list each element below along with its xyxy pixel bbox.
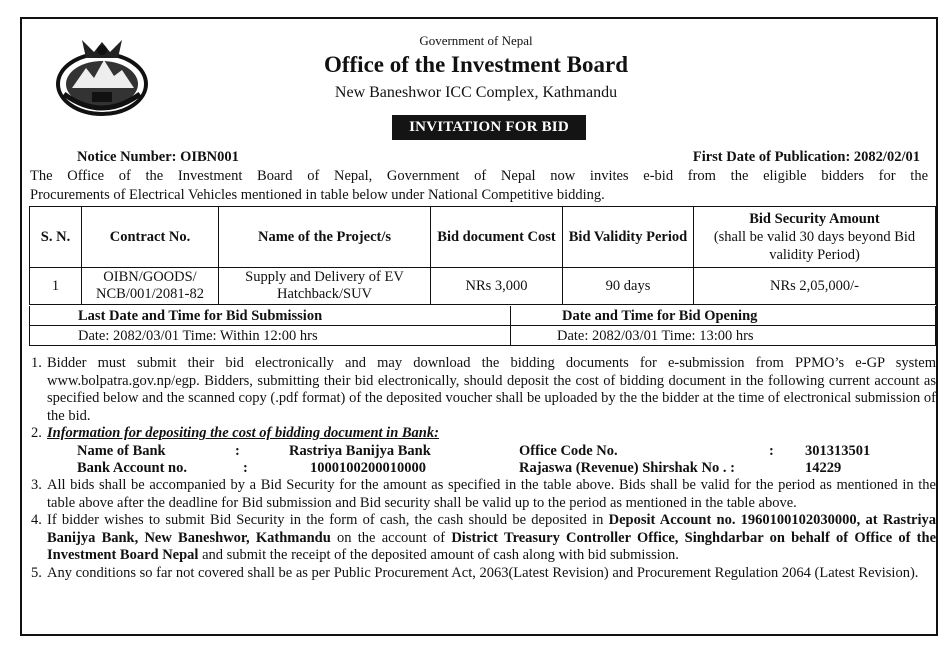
- opening-label: Date and Time for Bid Opening: [562, 308, 758, 324]
- bid-dates-table: [29, 306, 936, 346]
- bank-name-label: Name of Bank: [77, 442, 166, 459]
- col-header-validity: Bid Validity Period: [563, 207, 694, 268]
- cell-validity: 90 days: [563, 268, 694, 305]
- list-item: [31, 355, 936, 425]
- first-publication-date: First Date of Publication: 2082/02/01: [692, 149, 920, 165]
- col-header-cost: Bid document Cost: [431, 207, 563, 268]
- list-item: [31, 425, 936, 477]
- intro-paragraph: [30, 167, 928, 205]
- cell-contract: OIBN/GOODS/ NCB/001/2081-82: [82, 268, 219, 305]
- office-code-value: 301313501: [805, 442, 871, 459]
- item-number: 2.: [31, 425, 42, 442]
- security-header-title: Bid Security Amount: [749, 211, 880, 227]
- colon: :: [769, 442, 774, 459]
- item-number: 5.: [31, 564, 42, 581]
- intro-line-1: The Office of the Investment Board of Nepal, Government of Nepal now invites e-bid from the eligible bidders for the: [30, 168, 928, 184]
- cell-cost: NRs 3,000: [431, 268, 563, 305]
- bank-info-heading: Information for depositing the cost of bidding document in Bank:: [47, 425, 439, 442]
- item-5-text: Any conditions so far not covered shall be as per Public Procurement Act, 2063(Latest Revision) and Procurement Regulation 2064 (Latest Revision).: [47, 564, 919, 581]
- item-1-text: Bidder must submit their bid electronically and may download the bidding documents for e-submission from PPMO’s e-GP system www.bolpatra.gov.np/egp. Bidders, submitting their bid electronically, should deposit the cost of bidding document in the following current account as specified below and the scanned copy (.pdf format) of the deposited voucher shall be uploaded by the the bidder at the time of electronical submission of the bid.: [47, 355, 936, 424]
- office-title: Office of the Investment Board: [323, 52, 629, 77]
- col-header-project: Name of the Project/s: [219, 207, 431, 268]
- colon: :: [243, 459, 248, 476]
- account-value: 1000100200010000: [310, 459, 426, 476]
- item-4-text-c: on the account of: [330, 529, 452, 546]
- government-label: Government of Nepal: [419, 33, 533, 48]
- office-code-label: Office Code No.: [519, 442, 618, 459]
- cell-project: Supply and Delivery of EV Hatchback/SUV: [219, 268, 431, 305]
- conditions-list: [31, 355, 936, 583]
- cell-sn: 1: [30, 268, 82, 305]
- table-row: [30, 268, 936, 305]
- bid-table: [29, 206, 936, 305]
- bank-name-value: Rastriya Banijya Bank: [289, 442, 431, 459]
- notice-number: Notice Number: OIBN001: [77, 149, 239, 165]
- intro-line-2: Procurements of Electrical Vehicles mentioned in table below under National Competitive bidding.: [30, 187, 605, 203]
- account-label: Bank Account no.: [77, 459, 187, 476]
- submission-value: Date: 2082/03/01 Time: Within 12:00 hrs: [78, 328, 318, 344]
- list-item: [31, 477, 936, 512]
- deposit-account-details: Deposit Account no. 1960100102030000, at Rastriya Banijya Bank, New Baneshwor, Kathmandu: [47, 512, 936, 546]
- col-header-sn: S. N.: [30, 207, 82, 268]
- shirshak-value: 14229: [805, 459, 842, 476]
- item-number: 1.: [31, 355, 42, 371]
- opening-value: Date: 2082/03/01 Time: 13:00 hrs: [557, 328, 754, 344]
- security-header-note: (shall be valid 30 days beyond Bid validity Period): [713, 229, 916, 263]
- item-4-text-a: If bidder wishes to submit Bid Security in the form of cash, the cash should be deposited in: [47, 512, 609, 529]
- list-item: [31, 565, 936, 583]
- office-address: New Baneshwor ICC Complex, Kathmandu: [334, 84, 618, 101]
- item-number: 3.: [31, 476, 42, 493]
- item-number: 4.: [31, 512, 42, 529]
- shirshak-label: Rajaswa (Revenue) Shirshak No . :: [519, 459, 735, 476]
- treasury-office-details: District Treasury Controller Office, Singhdarbar on behalf of Office of the Investment Board Nepal: [47, 529, 937, 564]
- invitation-banner: INVITATION FOR BID: [392, 115, 586, 140]
- col-header-contract: Contract No.: [82, 207, 219, 268]
- item-4-text-e: and submit the receipt of the deposited amount of cash along with bid submission.: [198, 547, 679, 564]
- col-header-security: [694, 207, 936, 268]
- submission-label: Last Date and Time for Bid Submission: [78, 308, 323, 324]
- colon: :: [235, 442, 240, 459]
- cell-security: NRs 2,05,000/-: [694, 268, 936, 305]
- table-header-row: [30, 207, 936, 268]
- list-item: [31, 512, 936, 565]
- bank-info-grid: [47, 443, 936, 477]
- item-3-text: All bids shall be accompanied by a Bid Security for the amount as specified in the table above. Bids shall be valid for the period as mentioned in the table above after the deadline for Bid submission and Bid security shall be valid up to the period as mentioned in the table above.: [47, 476, 936, 511]
